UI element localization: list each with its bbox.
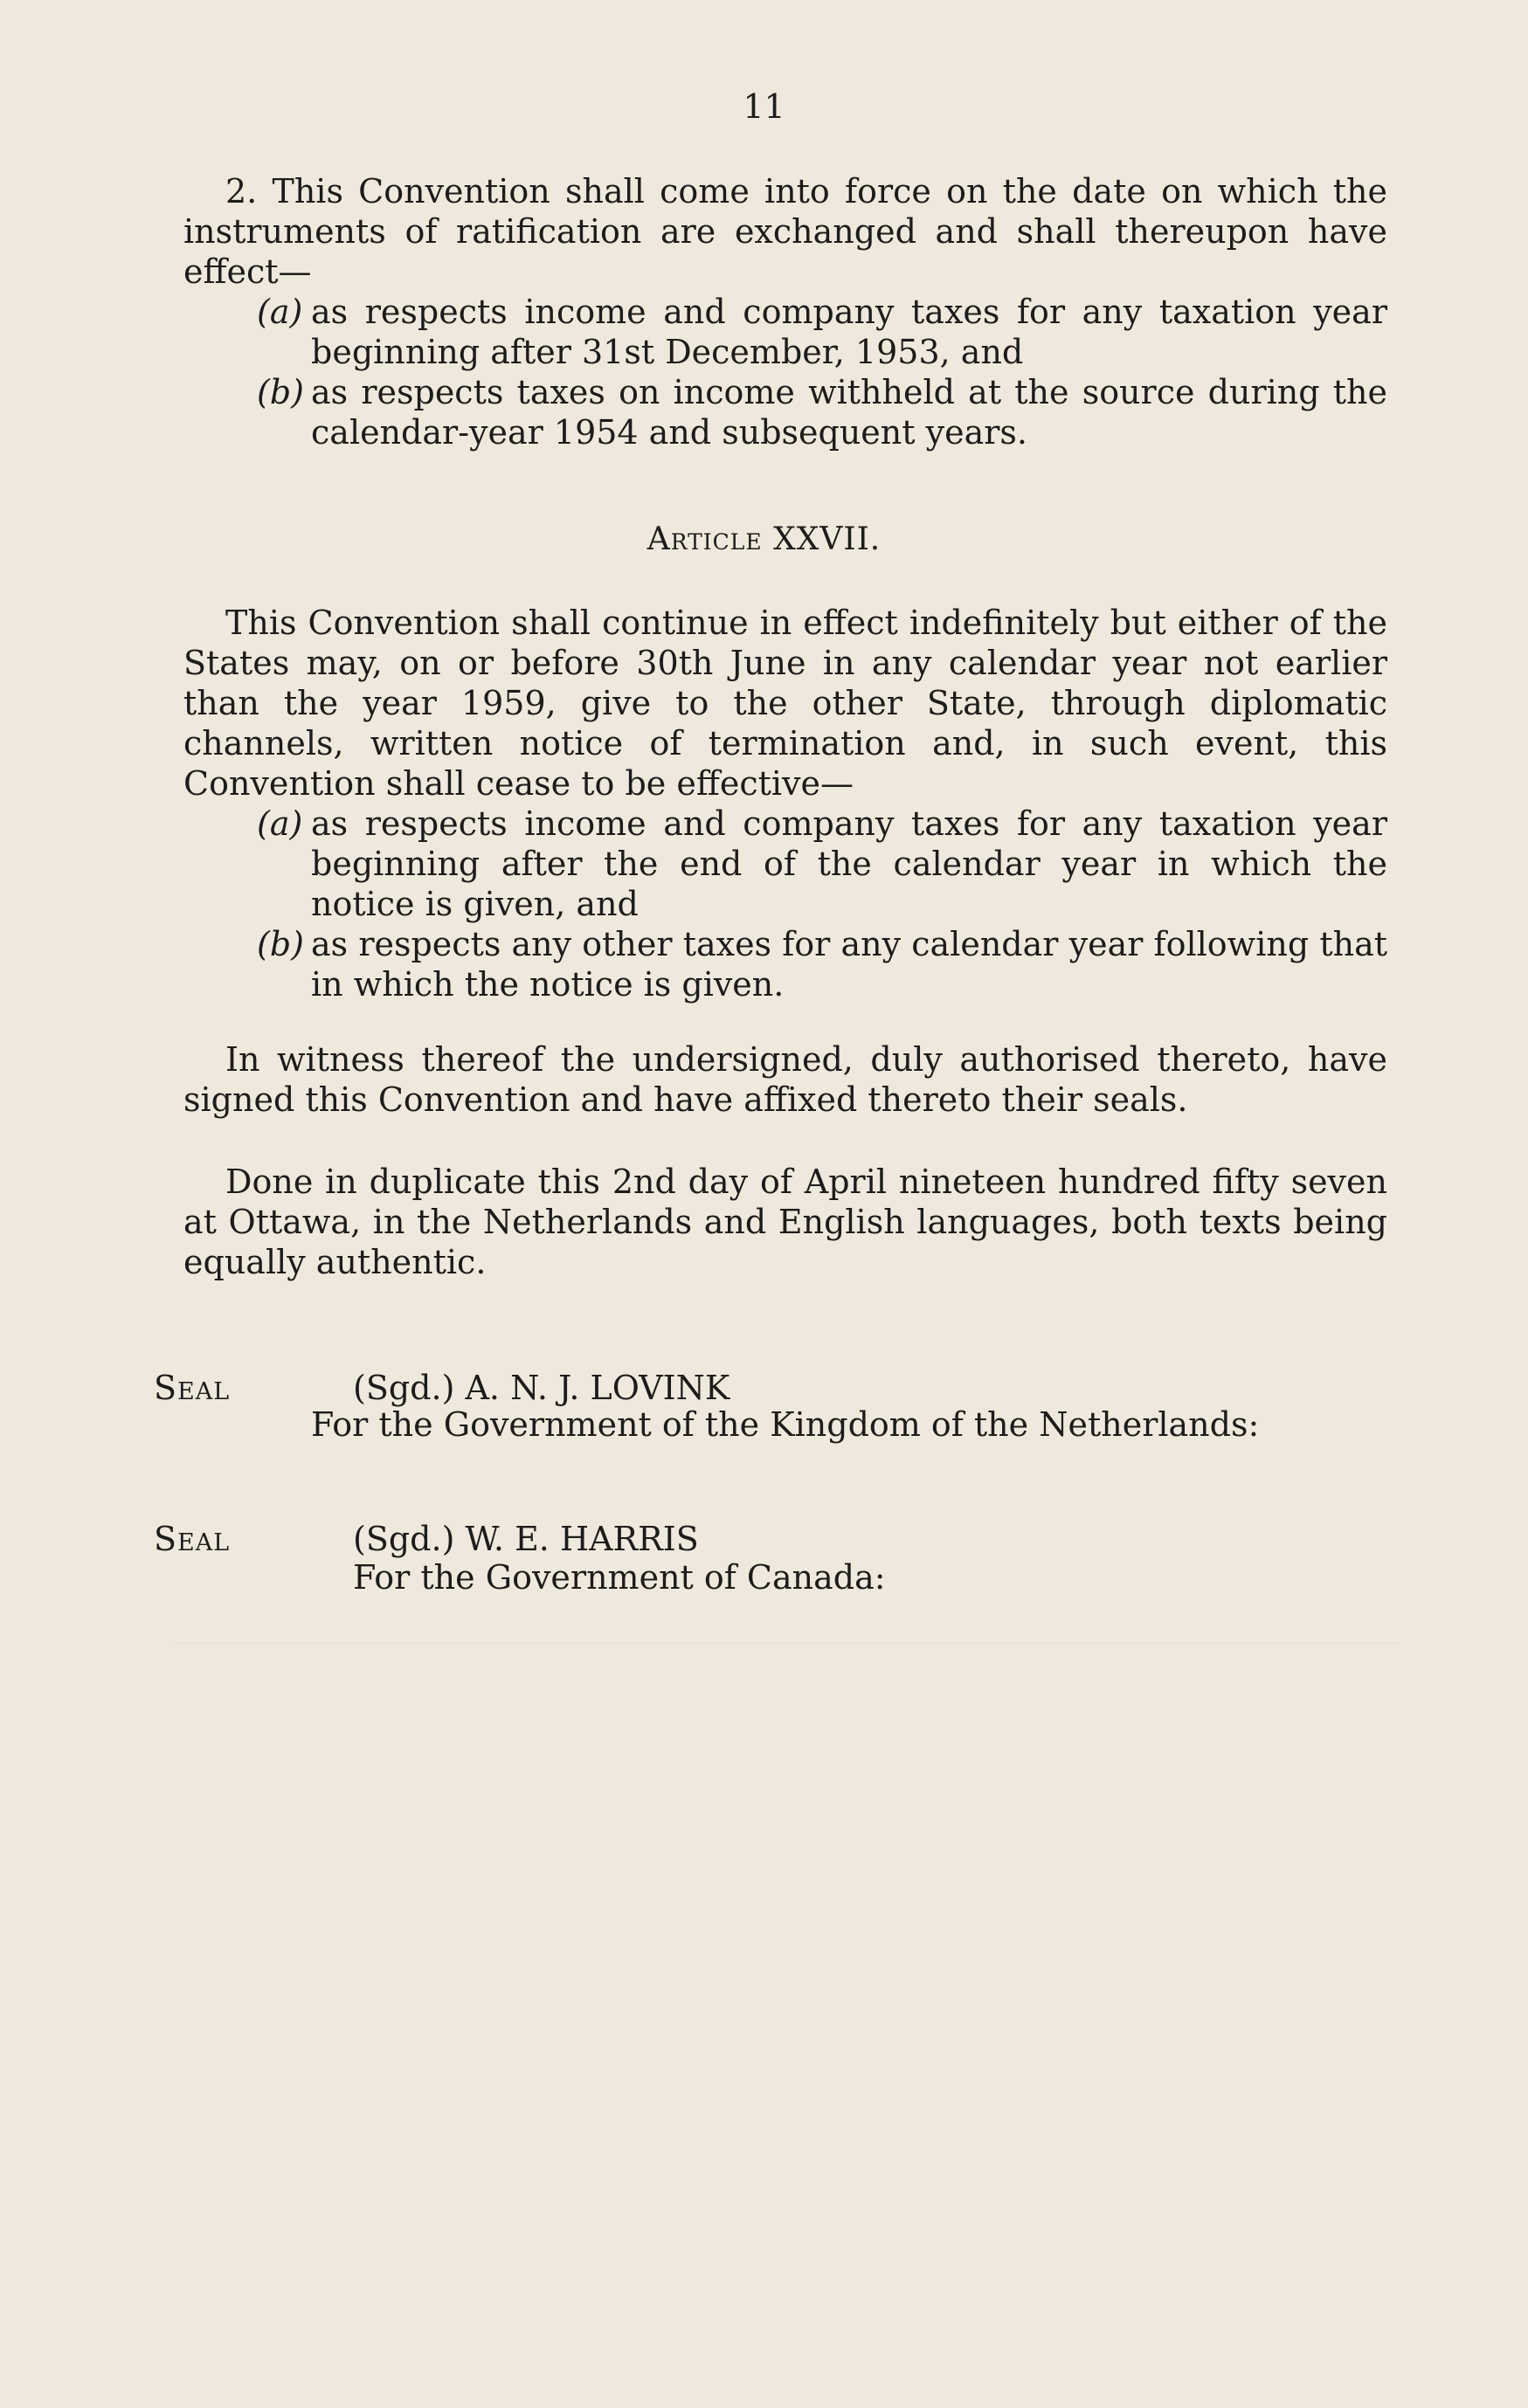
done-text: Done in duplicate this 2nd day of April nineteen hundred fifty seven at Ottawa, in the Netherlands and English languages, both texts being equally authentic. <box>183 1163 1387 1281</box>
item-marker: (b) <box>257 925 304 963</box>
section-2 <box>183 171 1387 452</box>
section-2-intro: 2. This Convention shall come into force on the date on which the instruments of ratification are exchanged and shall thereupon have effect— <box>183 172 1387 291</box>
signature-block-netherlands <box>154 1369 1377 1456</box>
item-text: as respects income and company taxes for any taxation year beginning after 31st December, 1953, and <box>311 293 1387 371</box>
section-2-item-b <box>183 372 1387 452</box>
article-body <box>183 603 1387 1004</box>
item-marker: (a) <box>257 293 303 331</box>
article-item-a <box>183 804 1387 924</box>
item-text: as respects taxes on income withheld at the source during the calendar-year 1954 and subsequent years. <box>311 373 1387 452</box>
signatory-government: For the Government of the Kingdom of the Netherlands: <box>311 1405 1260 1444</box>
section-2-item-a <box>183 292 1387 372</box>
article-item-b <box>183 924 1387 1004</box>
signatory-name: (Sgd.) W. E. HARRIS <box>353 1520 699 1558</box>
article-heading: Article XXVII. <box>646 521 882 557</box>
done-paragraph <box>183 1162 1387 1282</box>
article-intro: This Convention shall continue in effect indefinitely but either of the States may, on or before 30th June in any calendar year not earlier than the year 1959, give to the other State, through diplomatic channels, written notice of termination and, in such event, this Convention shall cease to be effective— <box>183 604 1387 803</box>
item-text: as respects any other taxes for any calendar year following that in which the notice is given. <box>311 925 1387 1004</box>
page-number: 11 <box>743 87 785 126</box>
item-text: as respects income and company taxes for any taxation year beginning after the end of the calendar year in which the notice is given, and <box>311 804 1387 923</box>
seal-label: Seal <box>154 1369 231 1407</box>
show-through-texture <box>175 1642 1398 2166</box>
signatory-government: For the Government of Canada: <box>353 1558 886 1597</box>
item-marker: (b) <box>257 373 304 411</box>
seal-label: Seal <box>154 1520 231 1558</box>
witness-paragraph <box>183 1039 1387 1120</box>
signatory-name: (Sgd.) A. N. J. LOVINK <box>353 1369 730 1407</box>
signature-block-canada <box>154 1520 1377 1607</box>
item-marker: (a) <box>257 804 303 843</box>
witness-text: In witness thereof the undersigned, duly authorised thereto, have signed this Convention and have affixed thereto their seals. <box>183 1040 1387 1119</box>
